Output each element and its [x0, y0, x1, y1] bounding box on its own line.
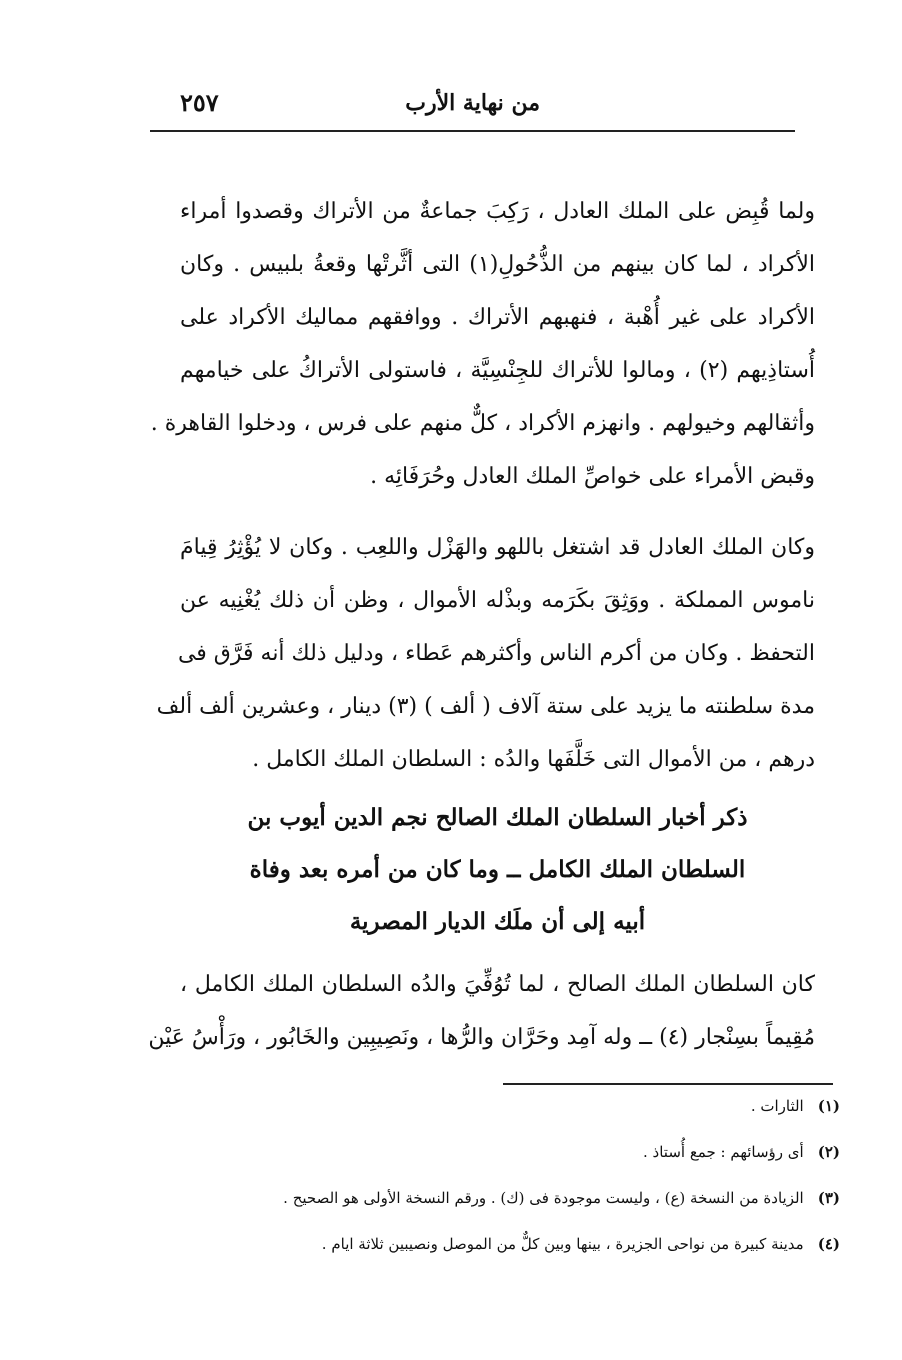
text-line: ولما قُبِض على الملك العادل ، رَكِبَ جماعةٌ من الأتراك وقصدوا أمراء — [180, 199, 815, 224]
footnotes — [200, 1095, 840, 1279]
heading-line: السلطان الملك الكامل ــ وما كان من أمره بعد وفاة — [249, 856, 746, 883]
text-line: مدة سلطنته ما يزيد على ستة آلاف ( ألف ) (٣) دينار ، وعشرين ألف ألف — [156, 694, 815, 719]
section-heading — [190, 792, 805, 948]
text-line: الأكراد ، لما كان بينهم من الذُّحُولِ(١) التى أثَّرتْها وقعةُ بلبيس . وكان — [180, 252, 816, 277]
page-number: ٢٥٧ — [180, 88, 219, 117]
header-title: من نهاية الأرب — [405, 90, 540, 116]
footnote-number: (٢) — [817, 1143, 840, 1161]
footnote-2 — [200, 1141, 840, 1163]
text-line: وأثقالهم وخيولهم . وانهزم الأكراد ، كلٌّ منهم على فرس ، ودخلوا القاهرة . — [150, 411, 815, 436]
footnote-3 — [200, 1187, 840, 1209]
text-line: التحفظ . وكان من أكرم الناس وأكثرهم عَطاء ، ودليل ذلك أنه فَرَّق فى — [177, 641, 815, 666]
footnote-number: (٣) — [817, 1189, 840, 1207]
paragraph-3 — [148, 958, 815, 1064]
footnote-text: مدينة كبيرة من نواحى الجزيرة ، بينها وبين كلٌّ من الموصل ونصيبين ثلاثة ايام . — [321, 1235, 804, 1253]
text-line: درهم ، من الأموال التى خَلَّفَها والدُه : السلطان الملك الكامل . — [252, 747, 815, 772]
footnote-number: (٤) — [817, 1235, 840, 1253]
body-text — [150, 185, 816, 804]
text-line: مُقِيماً بسِنْجار (٤) ــ وله آمِد وحَرَّان والرُّها ، ونَصِيبِين والخَابُور ، ورَأْسُ عَيْن — [148, 1025, 815, 1050]
text-line: الأكراد على غير أُهْبة ، فنهبهم الأتراك . ووافقهم مماليك الأكراد على — [180, 305, 815, 330]
footnote-4 — [200, 1233, 840, 1255]
heading-line: ذكر أخبار السلطان الملك الصالح نجم الدين أيوب بن — [247, 804, 748, 831]
paragraph-2 — [156, 521, 815, 786]
footnote-text: الزيادة من النسخة (ع) ، وليست موجودة فى (ك) . ورقم النسخة الأولى هو الصحيح . — [283, 1189, 804, 1207]
running-header — [150, 82, 795, 126]
text-line: أُستاذِيهم (٢) ، ومالوا للأتراك للجِنْسِيَّة ، فاستولى الأتراكُ على خيامهم — [180, 358, 815, 383]
header-rule — [150, 130, 795, 132]
text-line: وقبض الأمراء على خواصِّ الملك العادل وحُرَفَائِه . — [370, 464, 815, 489]
footnote-text: الثارات . — [750, 1097, 804, 1115]
paragraph-1 — [150, 185, 816, 503]
heading-line: أبيه إلى أن ملَك الديار المصرية — [349, 908, 646, 935]
footnote-1 — [200, 1095, 840, 1117]
footnote-text: أى رؤسائهم : جمع أُستاذ . — [643, 1143, 804, 1161]
text-line: كان السلطان الملك الصالح ، لما تُوُفِّيَ والدُه السلطان الملك الكامل ، — [180, 972, 815, 997]
text-line: ناموس المملكة . ووَثِقَ بكَرَمه وبذْله الأموال ، وظن أن ذلك يُغْنِيه عن — [180, 588, 815, 613]
text-line: وكان الملك العادل قد اشتغل باللهو والهَزْل واللعِب . وكان لا يُؤْثِرُ قِيامَ — [180, 535, 815, 560]
footnote-number: (١) — [817, 1097, 840, 1115]
footnote-rule — [503, 1083, 833, 1085]
